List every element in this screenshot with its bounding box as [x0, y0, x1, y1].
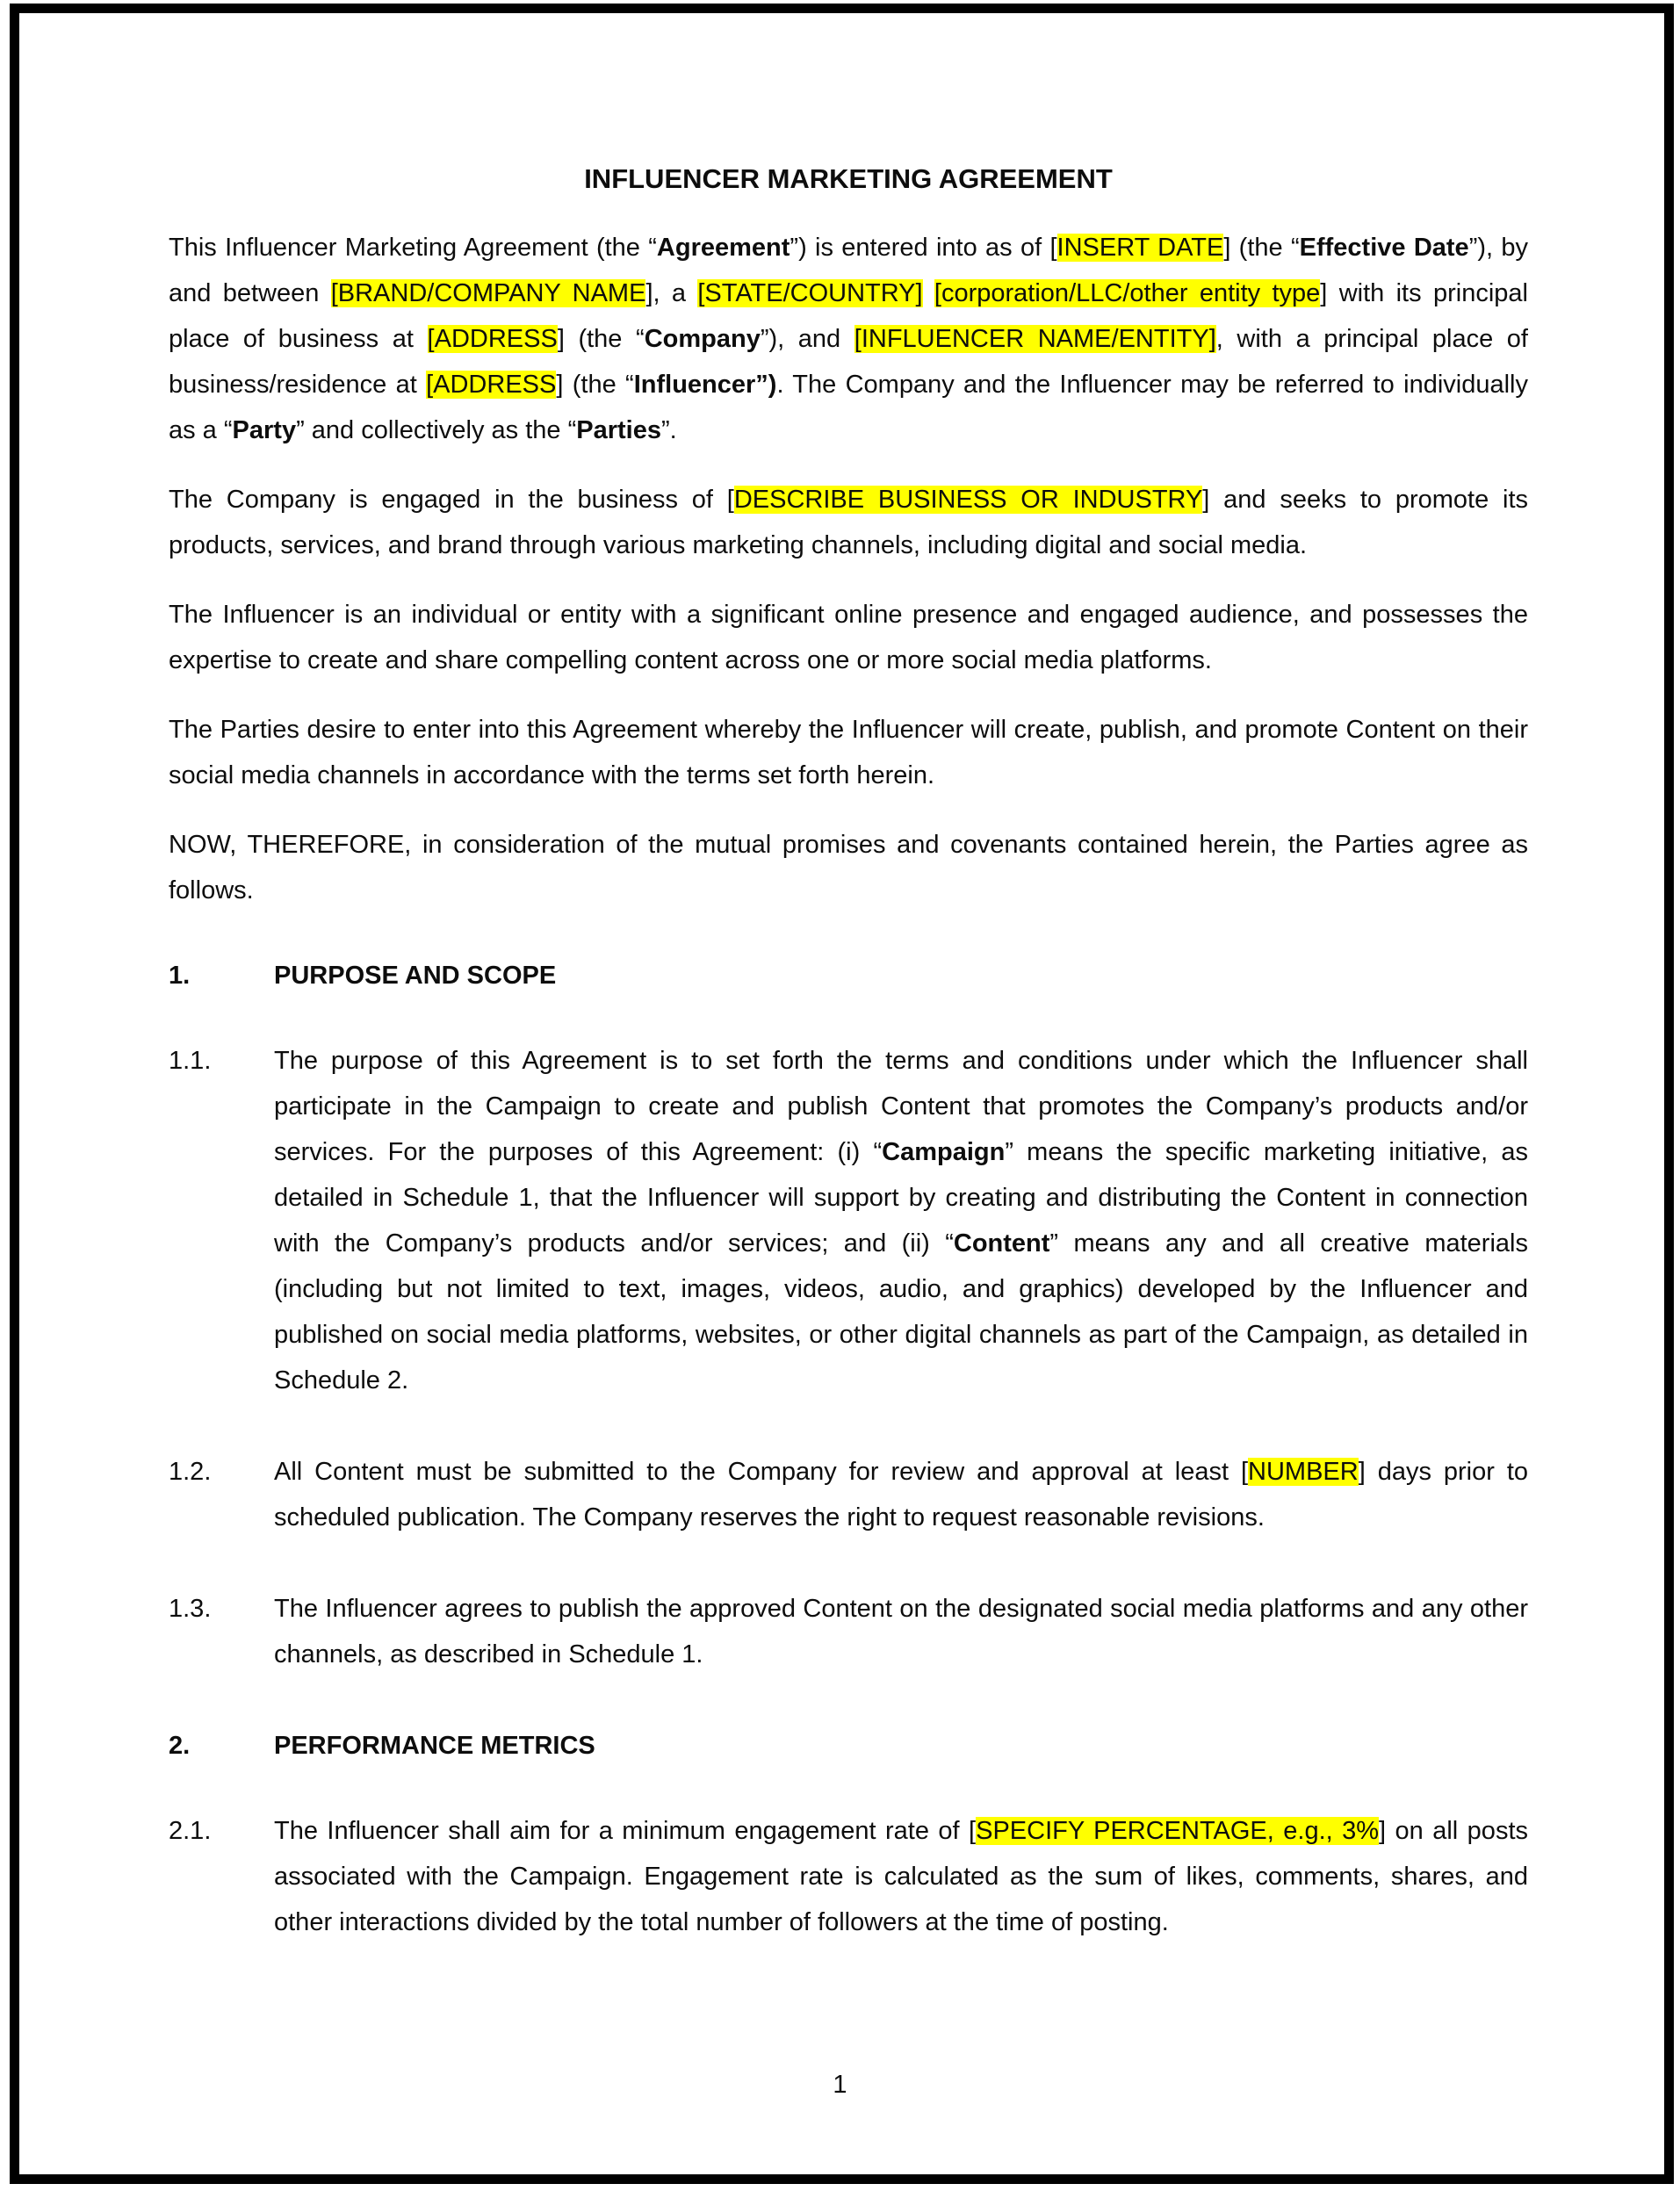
text-run: ] days prior to scheduled publication. The Company reserves the right to request reasonable revisions. [274, 1458, 1529, 1532]
text-run: The Influencer is an individual or entity with a significant online presence and engaged audience, and possesses the expertise to create and share compelling content across one or more social media platforms. [169, 601, 1528, 674]
highlighted-placeholder: DESCRIBE BUSINESS OR INDUSTRY [733, 486, 1203, 514]
clause-number: 2.1. [169, 1817, 212, 1845]
text-run: ] (the “ [1223, 234, 1300, 262]
highlighted-placeholder: SPECIFY PERCENTAGE, e.g., 3% [976, 1817, 1380, 1845]
highlighted-placeholder: INSERT DATE [1056, 234, 1224, 262]
paragraph [169, 822, 1528, 913]
numbered-clause [169, 1586, 1528, 1677]
numbered-clause [169, 1808, 1528, 1945]
highlighted-placeholder: [ADDRESS [427, 325, 558, 353]
clause-number: 2. [169, 1732, 191, 1760]
text-run [923, 279, 934, 307]
clause-number: 1.3. [169, 1595, 212, 1623]
document-body [169, 156, 1528, 1991]
text-run: This Influencer Marketing Agreement (the “ [169, 234, 657, 262]
text-run: ” means any and all creative materials (including but not limited to text, images, videos, audio, and graphics) developed by the Influencer and published on social media platforms, websites, or other digital channels as part of the Campaign, as detailed in Schedule 2. [274, 1229, 1528, 1395]
text-run: The Parties desire to enter into this Agreement whereby the Influencer will create, publish, and promote Content on their social media channels in accordance with the terms set forth herein. [169, 716, 1528, 789]
text-run: ] and seeks to promote its products, services, and brand through various marketing channels, including digital and social media. [169, 486, 1528, 559]
paragraph [169, 592, 1528, 683]
text-run: ”) is entered into as of [ [790, 234, 1057, 262]
text-run: Company [644, 325, 761, 353]
text-run: Content [953, 1229, 1050, 1258]
text-run: Party [232, 416, 297, 444]
text-run: The Influencer agrees to publish the approved Content on the designated social media platforms and any other channels, as described in Schedule 1. [274, 1595, 1528, 1668]
text-run: Agreement [656, 234, 790, 262]
highlighted-placeholder: NUMBER [1248, 1458, 1359, 1486]
clause-number: 1.1. [169, 1047, 212, 1075]
text-run: Campaign [882, 1138, 1006, 1166]
text-run: ] (the “ [557, 325, 645, 353]
text-run: NOW, THEREFORE, in consideration of the mutual promises and covenants contained herein, the Parties agree as follows. [169, 831, 1528, 905]
document-title: INFLUENCER MARKETING AGREEMENT [584, 163, 1113, 194]
text-run: ], a [645, 279, 698, 307]
highlighted-placeholder: [INFLUENCER NAME/ENTITY] [854, 325, 1216, 353]
text-run: . The Company and the Influencer may be referred to individually as a “ [169, 371, 1528, 444]
text-run: ] on all posts associated with the Campaign. Engagement rate is calculated as the sum of likes, comments, shares, and other interactions divided by the total number of followers at the time of posting. [274, 1817, 1528, 1936]
text-run: Effective Date [1299, 234, 1469, 262]
text-run: ] (the “ [556, 371, 634, 399]
page-number: 1 [833, 2071, 847, 2099]
text-run: The Influencer shall aim for a minimum engagement rate of [ [274, 1817, 977, 1845]
text-run: ”), by and between [169, 234, 1528, 307]
text-run: PURPOSE AND SCOPE [274, 962, 557, 990]
paragraph [169, 707, 1528, 798]
document-clauses [169, 225, 1528, 1945]
paragraph [169, 225, 1528, 453]
text-run: ] with its principal place of business at [169, 279, 1528, 353]
clause-number: 1.2. [169, 1458, 212, 1486]
text-run: PERFORMANCE METRICS [274, 1732, 595, 1760]
numbered-clause [169, 1449, 1528, 1540]
text-run: ” means the specific marketing initiative, as detailed in Schedule 1, that the Influencer will support by creating and distributing the Content in connection with the Company’s products and/or services; and (ii) “ [274, 1138, 1528, 1258]
numbered-clause [169, 1038, 1528, 1403]
text-run: The Company is engaged in the business of [ [169, 486, 734, 514]
text-run: Parties [576, 416, 661, 444]
paragraph [169, 477, 1528, 568]
highlighted-placeholder: [corporation/LLC/other entity type [934, 279, 1321, 307]
text-run: ” and collectively as the “ [296, 416, 577, 444]
highlighted-placeholder: [ADDRESS [426, 371, 557, 399]
text-run: The purpose of this Agreement is to set forth the terms and conditions under which the Influencer shall participate in the Campaign to create and publish Content that promotes the Company’s products and/or services. For the purposes of this Agreement: (i) “ [274, 1047, 1528, 1166]
text-run: ”), and [760, 325, 854, 353]
highlighted-placeholder: [BRAND/COMPANY NAME [330, 279, 646, 307]
highlighted-placeholder: [STATE/COUNTRY] [697, 279, 923, 307]
text-run: All Content must be submitted to the Company for review and approval at least [ [274, 1458, 1249, 1486]
text-run: , with a principal place of business/residence at [169, 325, 1528, 399]
text-run: ”. [660, 416, 677, 444]
clause-number: 1. [169, 962, 191, 990]
section-heading [169, 1723, 1528, 1769]
section-heading [169, 953, 1528, 998]
text-run: Influencer”) [633, 371, 777, 399]
